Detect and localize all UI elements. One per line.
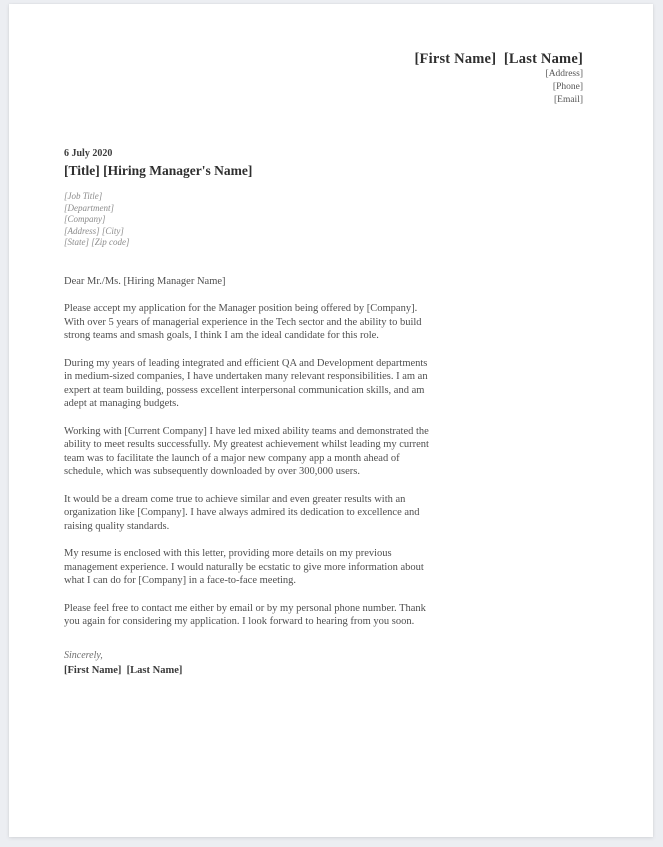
letter-date: 6 July 2020 [64,148,113,159]
sender-email: [Email] [553,95,583,105]
sender-phone: [Phone] [552,82,583,92]
recipient-title: [Title] [Hiring Manager's Name] [64,163,253,178]
sender-header [415,50,583,107]
letter-body [64,148,430,676]
paragraph-3: Working with [Current Company] I have led mixed ability teams and demonstrated the ability to meet results successfully. My greatest achievement whilst leading my current team was to facilitate the launch of a major new company app a month ahead of schedule, which was subsequently downloaded by over 300,000 users. [64,425,429,477]
paragraph-2: During my years of leading integrated and efficient QA and Development departments in medium-sized companies, I have undertaken many relevant responsibilities. I am an expert at team building, possess excellent interpersonal communication skills, and am adept at managing budgets. [64,357,428,409]
signature-name: [First Name] [Last Name] [64,664,183,676]
sender-name: [First Name] [Last Name] [414,51,583,67]
paragraph-4: It would be a dream come true to achieve similar and even greater results with an organization like [Company]. I have always admired its dedication to excellence and raising quality standards. [64,493,420,532]
recipient-state-zip: [State] [Zip code] [64,237,130,247]
recipient-company: [Company] [64,214,106,224]
recipient-details-block [64,191,430,249]
paragraph-1: Please accept my application for the Manager position being offered by [Company]. With over 5 years of managerial experience in the Tech sector and the ability to build strong teams and smash goals, I think I am the ideal candidate for this role. [64,303,422,341]
sender-address: [Address] [545,69,583,79]
recipient-job-title: [Job Title] [64,191,103,201]
paragraph-6: Please feel free to contact me either by email or by my personal phone number. Thank you again for considering my application. I look forward to hearing from you soon. [64,602,426,627]
recipient-address-city: [Address] [City] [64,225,124,236]
recipient-department: [Department] [64,202,114,213]
paragraph-5: My resume is enclosed with this letter, providing more details on my previous management experience. I would naturally be ecstatic to give more information about what I can do for [Company] in a face-to-face meeting. [64,548,424,586]
closing-salutation: Sincerely, [64,649,103,661]
greeting: Dear Mr./Ms. [Hiring Manager Name] [64,275,226,287]
cover-letter-page [9,4,653,837]
